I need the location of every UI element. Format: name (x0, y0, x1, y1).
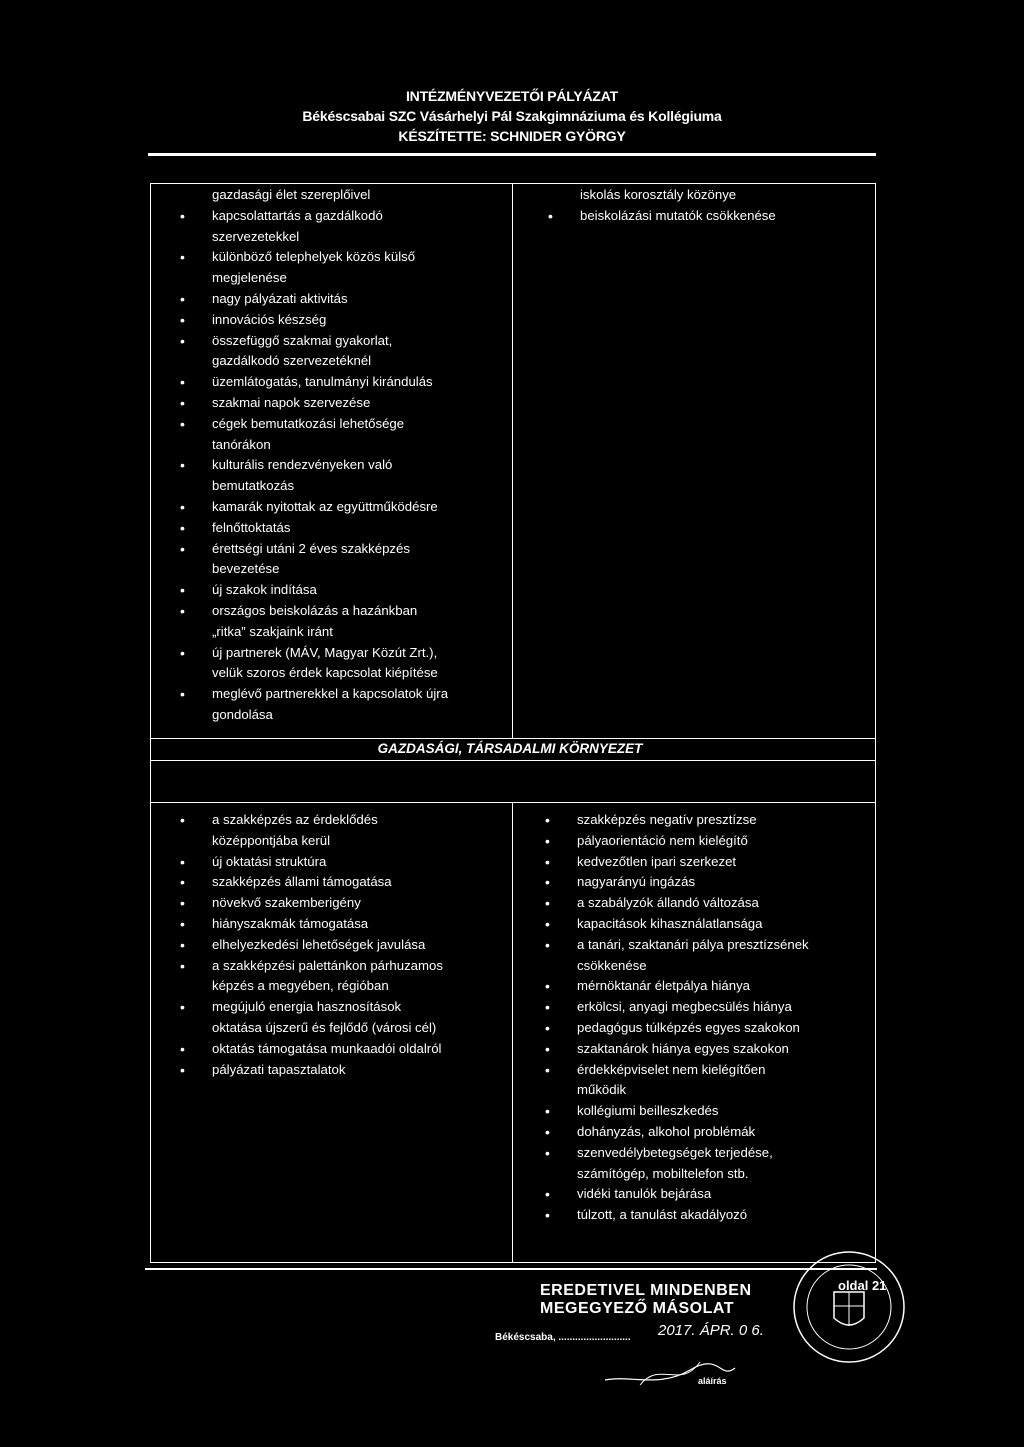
list-item: • új szakok indítása (178, 580, 508, 601)
list-item: • a tanári, szaktanári pálya presztízsének (543, 935, 873, 956)
list-item: • országos beiskolázás a hazánkban (178, 601, 508, 622)
list-item: bemutatkozás (212, 478, 295, 494)
list-item: működik (577, 1082, 627, 1098)
list-item: bevezetése (212, 561, 280, 577)
list-item: • új oktatási struktúra (178, 852, 508, 873)
strengths-list (178, 185, 508, 726)
list-item: • kapacitások kihasználatlansága (543, 914, 873, 935)
list-item: • szakképzés negatív presztízse (543, 810, 873, 831)
table-rule-section-top (150, 738, 876, 739)
list-item: • a szakképzés az érdeklődés (178, 810, 508, 831)
list-item: oktatása újszerű és fejlődő (városi cél) (212, 1019, 437, 1035)
list-item: „ritka” szakjaink iránt (212, 623, 333, 639)
list-item: • vidéki tanulók bejárása (543, 1184, 873, 1205)
list-item: • dohányzás, alkohol problémák (543, 1122, 873, 1143)
opportunities-column (178, 810, 508, 1080)
list-item: csökkenése (577, 957, 647, 973)
list-item: • megújuló energia hasznosítások (178, 997, 508, 1018)
list-item: • érdekképviselet nem kielégítően (543, 1060, 873, 1081)
list-item: • mérnöktanár életpálya hiánya (543, 976, 873, 997)
table-rule-section-bottom (150, 760, 876, 761)
table-rule-header (150, 802, 876, 803)
list-item: • beiskolázási mutatók csökkenése (546, 206, 866, 227)
list-item: • nagy pályázati aktivitás (178, 289, 508, 310)
list-item: • elhelyezkedési lehetőségek javulása (178, 935, 508, 956)
list-item: • kamarák nyitottak az együttműködésre (178, 497, 508, 518)
list-item: • erkölcsi, anyagi megbecsülés hiánya (543, 997, 873, 1018)
stamp-title: EREDETIVEL MINDENBEN MEGEGYEZŐ MÁSOLAT (540, 1282, 752, 1317)
list-item: iskolás korosztály közönye (580, 187, 737, 202)
list-item: • felnőttoktatás (178, 518, 508, 539)
list-item: megjelenése (212, 270, 287, 286)
list-item: számítógép, mobiltelefon stb. (577, 1165, 749, 1181)
strengths-column (178, 185, 508, 726)
list-item: • növekvő szakemberigény (178, 893, 508, 914)
list-item: • pályaorientáció nem kielégítő (543, 831, 873, 852)
document-header (0, 86, 1024, 146)
list-item: • nagyarányú ingázás (543, 872, 873, 893)
stamp-place: Békéscsaba, .......................... (495, 1332, 631, 1343)
list-item: középpontjába kerül (212, 832, 331, 848)
opportunities-list (178, 810, 508, 1080)
list-item: tanórákon (212, 436, 271, 452)
list-item: • különböző telephelyek közös külső (178, 247, 508, 268)
table-divider-vertical-top (512, 183, 513, 738)
list-item: • kapcsolattartás a gazdálkodó (178, 206, 508, 227)
list-item: velük szoros érdek kapcsolat kiépítése (212, 665, 438, 681)
list-item: • pedagógus túlképzés egyes szakokon (543, 1018, 873, 1039)
list-item: • a szabályzók állandó változása (543, 893, 873, 914)
list-item: • oktatás támogatása munkaadói oldalról (178, 1039, 508, 1060)
section-title: GAZDASÁGI, TÁRSADALMI KÖRNYEZET (377, 741, 643, 756)
threats-list (543, 810, 873, 1226)
list-item: gazdálkodó szervezetéknél (212, 353, 372, 369)
weaknesses-column (546, 185, 866, 227)
header-title: INTÉZMÉNYVEZETŐI PÁLYÁZAT (405, 88, 618, 104)
list-item: • szenvedélybetegségek terjedése, (543, 1143, 873, 1164)
header-school: Békéscsabai SZC Vásárhelyi Pál Szakgimnáziuma és Kollégiuma (302, 108, 722, 124)
list-item: • hiányszakmák támogatása (178, 914, 508, 935)
list-item: képzés a megyében, régióban (212, 978, 389, 994)
stamp-signature-label: aláírás (698, 1376, 727, 1386)
weaknesses-list (546, 185, 866, 227)
header-author: KÉSZÍTETTE: SCHNIDER GYÖRGY (398, 128, 626, 144)
list-item: • szaktanárok hiánya egyes szakokon (543, 1039, 873, 1060)
list-item: szervezetekkel (212, 228, 300, 244)
list-item: • kulturális rendezvényeken való (178, 455, 508, 476)
list-item: • túlzott, a tanulást akadályozó (543, 1205, 873, 1226)
list-item: • a szakképzési palettánkon párhuzamos (178, 956, 508, 977)
table-divider-vertical-bottom (512, 802, 513, 1263)
list-item: • pályázati tapasztalatok (178, 1060, 508, 1081)
list-item: • szakmai napok szervezése (178, 393, 508, 414)
list-item: • új partnerek (MÁV, Magyar Közút Zrt.), (178, 643, 508, 664)
list-item: gondolása (212, 706, 273, 722)
list-item: • üzemlátogatás, tanulmányi kirándulás (178, 372, 508, 393)
list-item: • érettségi utáni 2 éves szakképzés (178, 539, 508, 560)
list-item: • kollégiumi beilleszkedés (543, 1101, 873, 1122)
list-item: • cégek bemutatkozási lehetősége (178, 414, 508, 435)
list-item: • innovációs készség (178, 310, 508, 331)
header-rule (148, 153, 876, 156)
stamp-date: 2017. ÁPR. 0 6. (658, 1322, 764, 1339)
page-number: oldal 21 (838, 1278, 887, 1293)
list-item: • kedvezőtlen ipari szerkezet (543, 852, 873, 873)
official-seal-icon (790, 1248, 908, 1366)
list-item: gazdasági élet szereplőivel (212, 187, 371, 202)
list-item: • összefüggő szakmai gyakorlat, (178, 331, 508, 352)
list-item: • szakképzés állami támogatása (178, 872, 508, 893)
list-item: • meglévő partnerekkel a kapcsolatok újra (178, 684, 508, 705)
threats-column (543, 810, 873, 1226)
